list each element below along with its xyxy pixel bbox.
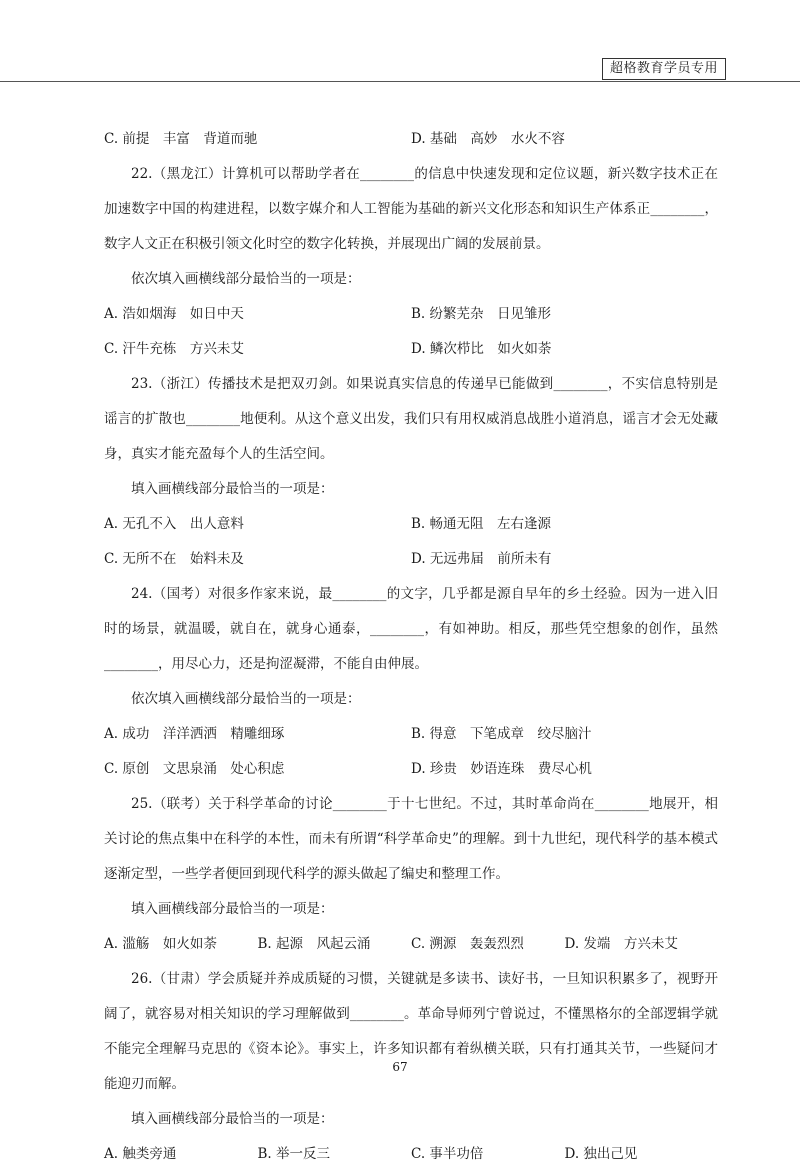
q26-option-c: C. 事半功倍 (411, 1146, 484, 1162)
q25-option-c: C. 溯源 轰轰烈烈 (411, 936, 524, 952)
q22-option-b: B. 纷繁芜杂 日见雏形 (411, 306, 552, 322)
q23-options-row-2 (104, 542, 718, 577)
q23-option-c: C. 无所不在 始料未及 (104, 551, 244, 567)
document-body (104, 122, 718, 1172)
q24-options-row-2 (104, 752, 718, 787)
q24-option-a: A. 成功 洋洋洒洒 精雕细琢 (104, 726, 285, 742)
q23-option-d: D. 无远弗届 前所未有 (411, 551, 552, 567)
q23-question: 23.（浙江）传播技术是把双刃剑。如果说真实信息的传递早已能做到________，不实信息特别是谣言的扩散也________地便利。从这个意义出发，我们只有用权威消息战胜小道消息，谣言才会无处藏身，真实才能充盈每个人的生活空间。 (104, 376, 718, 462)
q25-prompt: 填入画横线部分最恰当的一项是： (131, 901, 334, 917)
q23-option-a: A. 无孔不入 出人意料 (104, 516, 244, 532)
q22-option-c: C. 汗牛充栋 方兴未艾 (104, 341, 244, 357)
page-number: 67 (392, 1060, 408, 1074)
q24-option-d: D. 珍贵 妙语连珠 费尽心机 (411, 761, 592, 777)
q25-option-b: B. 起源 风起云涌 (257, 936, 371, 952)
header-divider (0, 81, 800, 82)
brand-label: 超格教育学员专用 (602, 58, 726, 80)
q26-question: 26.（甘肃）学会质疑并养成质疑的习惯，关键就是多读书、读好书，一旦知识积累多了，视野开阔了，就容易对相关知识的学习理解做到________。革命导师列宁曾说过，不懂黑格尔的全部逻辑学就不能完全理解马克思的《资本论》。事实上，许多知识都有着纵横关联，只有打通其关节，一些疑问才能迎刃而解。 (104, 971, 718, 1092)
q22-options-row-2 (104, 332, 718, 367)
q26-option-a: A. 触类旁通 (104, 1146, 177, 1162)
q25-options-row (104, 927, 718, 962)
q21-option-c: C. 前提 丰富 背道而驰 (104, 131, 258, 147)
q22-option-a: A. 浩如烟海 如日中天 (104, 306, 244, 322)
q24-options-row-1 (104, 717, 718, 752)
q21-option-d: D. 基础 高妙 水火不容 (411, 131, 565, 147)
q23-option-b: B. 畅通无阻 左右逢源 (411, 516, 552, 532)
q22-option-d: D. 鳞次栉比 如火如荼 (411, 341, 552, 357)
q25-question: 25.（联考）关于科学革命的讨论________于十七世纪。不过，其时革命尚在________地展开，相关讨论的焦点集中在科学的本性，而未有所谓“科学革命史”的理解。到十九世纪，现代科学的基本模式逐渐定型，一些学者便回到现代科学的源头做起了编史和整理工作。 (104, 796, 718, 882)
q26-option-d: D. 独出己见 (564, 1146, 638, 1162)
q24-option-c: C. 原创 文思泉涌 处心积虑 (104, 761, 285, 777)
q21-options-row-2 (104, 122, 718, 157)
q26-option-b: B. 举一反三 (257, 1146, 331, 1162)
q24-question: 24.（国考）对很多作家来说，最________的文字，几乎都是源自早年的乡土经验。因为一进入旧时的场景，就温暖，就自在，就身心通泰，________，有如神助。相反，那些凭空想象的创作，虽然________，用尽心力，还是拘涩凝滞，不能自由伸展。 (104, 586, 718, 672)
q24-prompt: 依次填入画横线部分最恰当的一项是： (131, 691, 361, 707)
q22-prompt: 依次填入画横线部分最恰当的一项是： (131, 271, 361, 287)
q23-prompt: 填入画横线部分最恰当的一项是： (131, 481, 334, 497)
q23-options-row-1 (104, 507, 718, 542)
q22-options-row-1 (104, 297, 718, 332)
q26-prompt: 填入画横线部分最恰当的一项是： (131, 1111, 334, 1127)
q25-option-a: A. 滥觞 如火如荼 (104, 936, 217, 952)
q26-options-row (104, 1137, 718, 1172)
q22-question: 22.（黑龙江）计算机可以帮助学者在________的信息中快速发现和定位议题，新兴数字技术正在加速数字中国的构建进程，以数字媒介和人工智能为基础的新兴文化形态和知识生产体系正________，数字人文正在积极引领文化时空的数字化转换，并展现出广阔的发展前景。 (104, 166, 718, 252)
q25-option-d: D. 发端 方兴未艾 (564, 936, 678, 952)
q24-option-b: B. 得意 下笔成章 绞尽脑汁 (411, 726, 592, 742)
